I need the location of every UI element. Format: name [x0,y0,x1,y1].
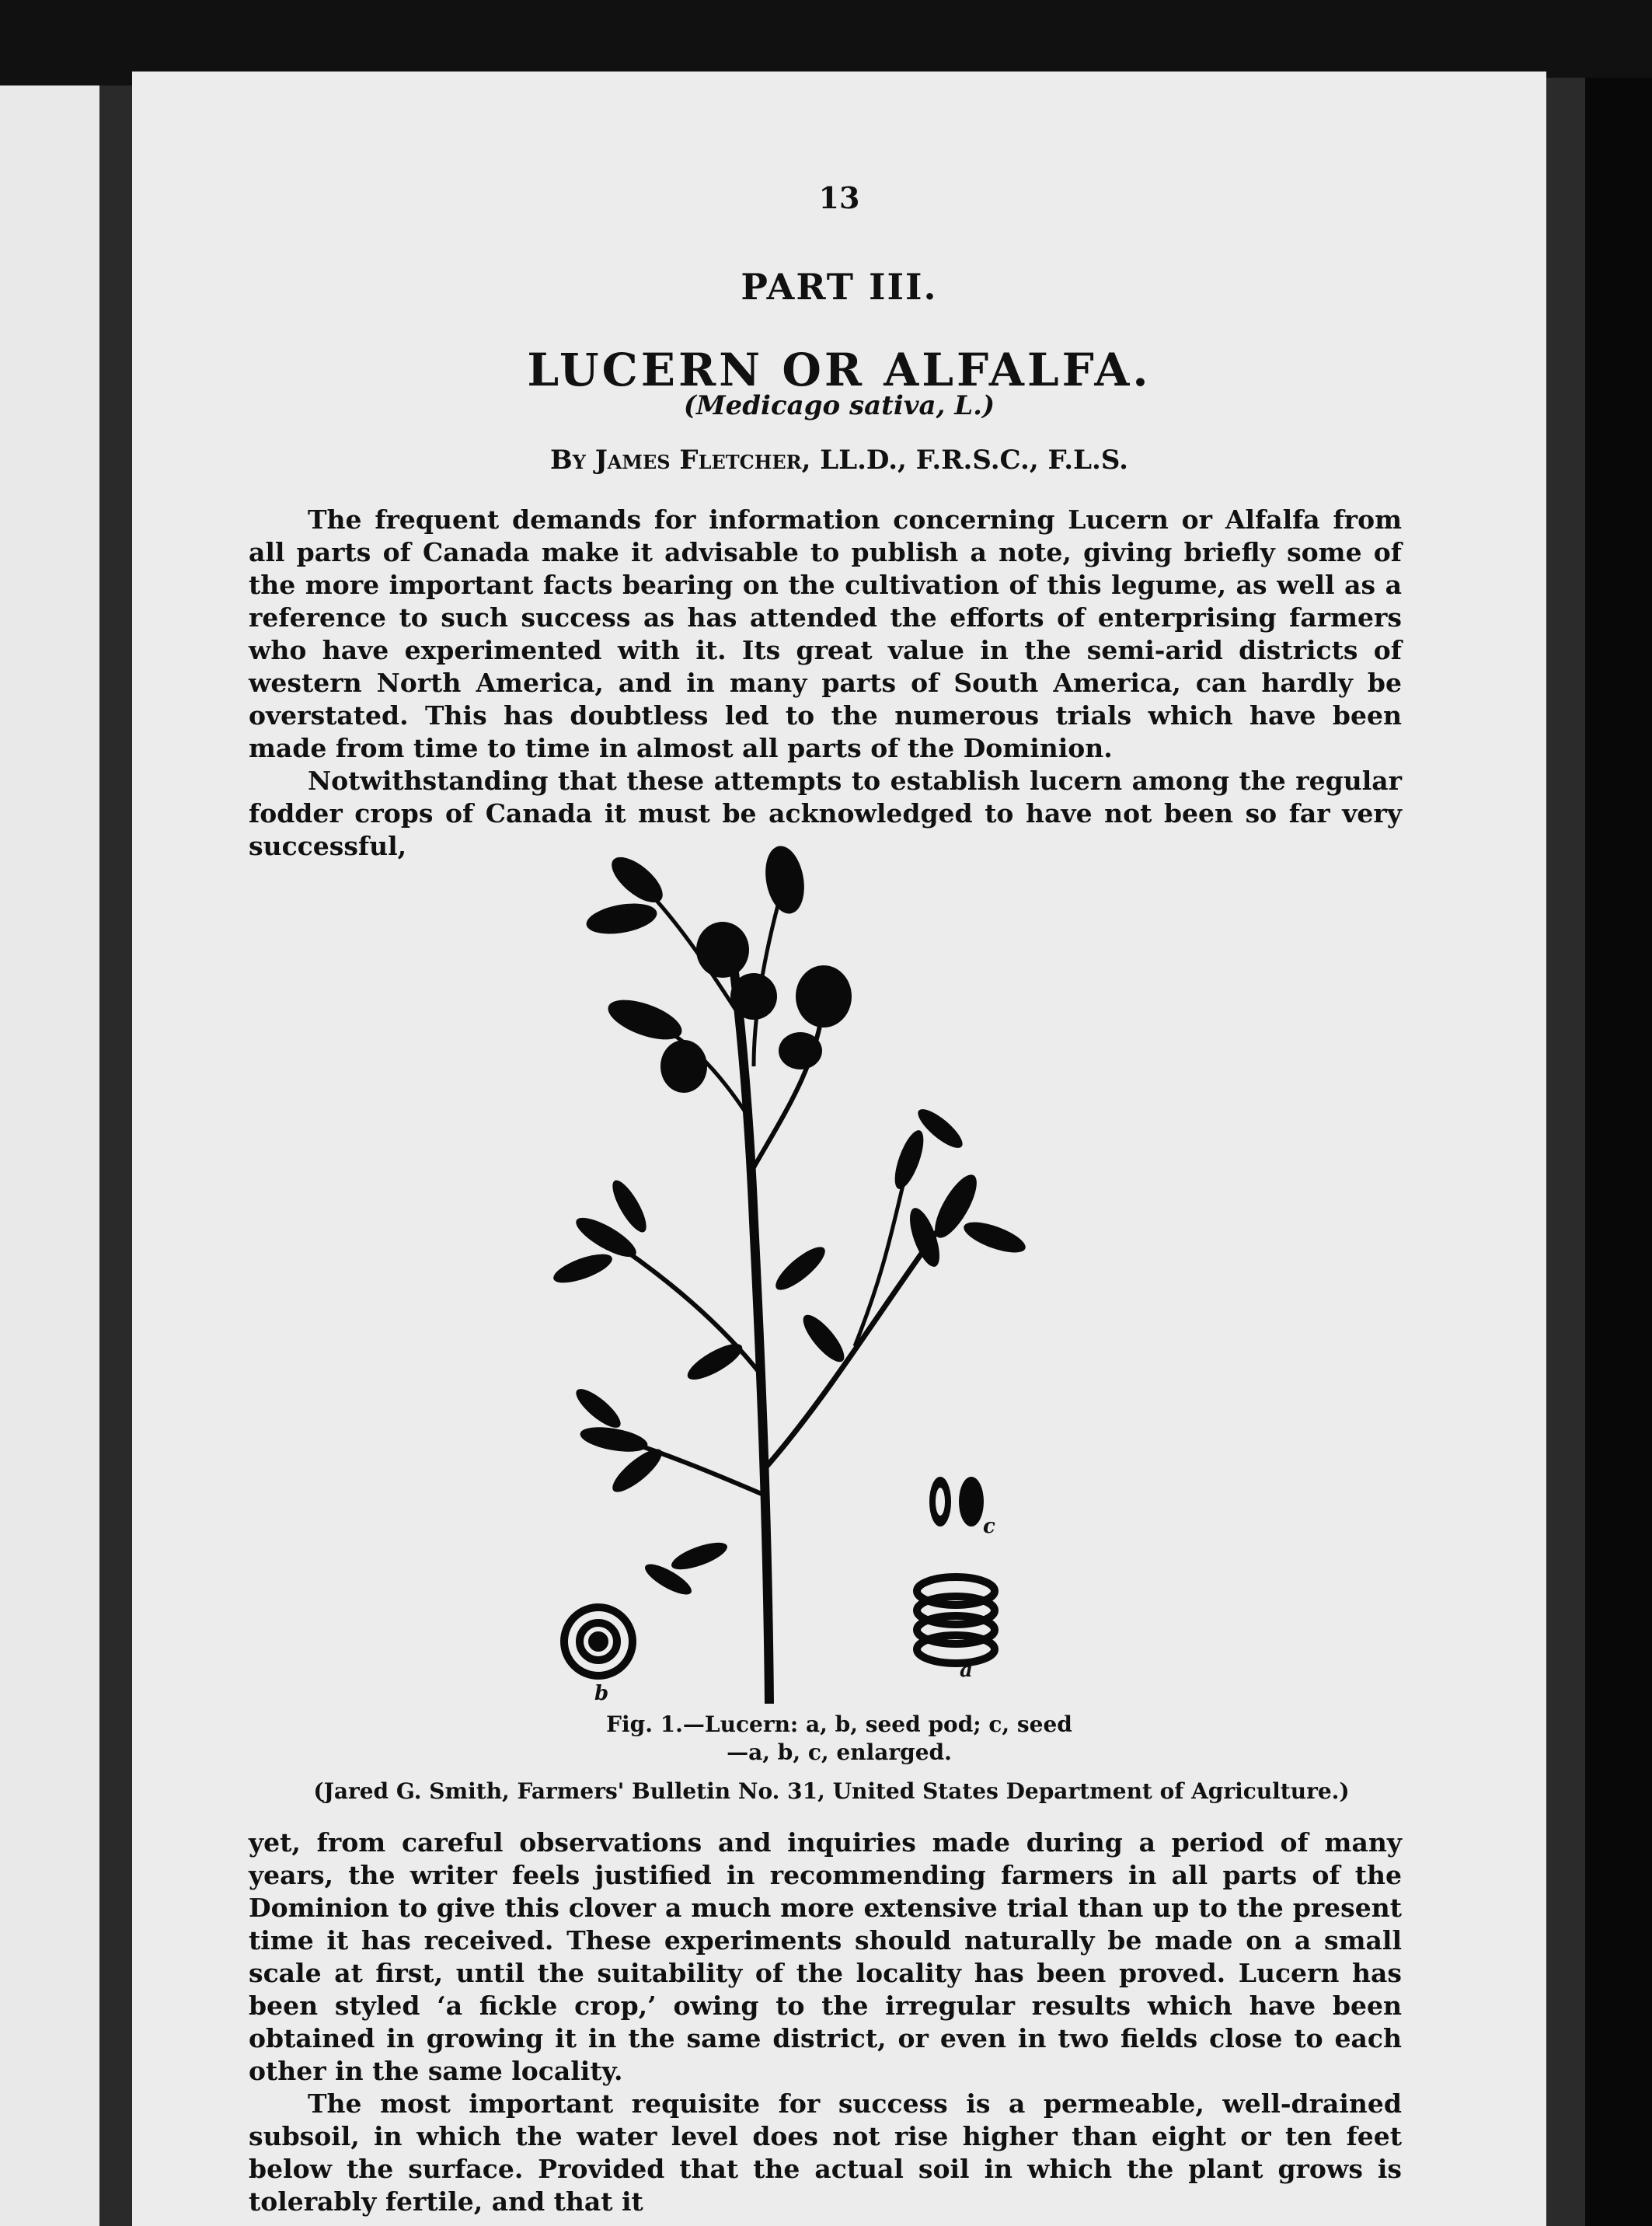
body-text-bottom [249,1827,1402,2218]
figure-caption-line1: Fig. 1.—Lucern: a, b, seed pod; c, seed [606,1711,1072,1737]
figure-credit: (Jared G. Smith, Farmers' Bulletin No. 31, United States Department of Agriculture.) [313,1778,1350,1804]
seed-pod-coil [917,1577,995,1663]
paragraph: The most important requisite for success is a permeable, well-drained subsoil, in which the water level does not rise higher than eight or ten feet below the surface. Provided that the actual soil in which the plant grows is tolerably fertile, and that it [249,2088,1402,2217]
label-c: c [983,1515,995,1538]
scientific-name: (Medicago sativa, L.) [683,390,995,421]
lucern-plant-illustration [521,833,1267,1704]
label-a: a [960,1659,973,1682]
paragraph: The frequent demands for information concerning Lucern or Alfalfa from all parts of Canada make it advisable to publish a note, giving briefly some of the more important facts bearing on the cultivation of this legume, as well as a reference to such success as has attended the efforts of enterprising farmers who have experimented with it. Its great value in the semi-arid districts of western North America, and in many parts of South America, can hardly be overstated. This has doubtless led to the numerous trials which have been made from time to time in almost all parts of the Dominion. [249,504,1402,763]
seed-pod-spiral [564,1607,633,1676]
label-b: b [594,1682,609,1704]
paragraph: yet, from careful observations and inquiries made during a period of many years, the writer feels justified in recommending farmers in all parts of the Dominion to give this clover a much more extensive trial than up to the present time it has received. These experiments should naturally be made on a small scale at first, until the suitability of the locality has been proved. Lucern has been styled ‘a fickle crop,’ owing to the irregular results which have been obtained in growing it in the same district, or even in two fields close to each other in the same locality. [249,1827,1402,2086]
author-byline: By James Fletcher, LL.D., F.R.S.C., F.L.S. [549,445,1128,476]
gutter-shadow [99,85,137,2226]
page-number: 13 [818,180,860,215]
part-heading: PART III. [741,266,938,308]
facing-page-edge [0,85,109,2226]
book-spine-dark [1585,78,1652,2226]
figure-caption-line2: —a, b, c, enlarged. [727,1739,952,1765]
figure-illustration [521,833,1267,1704]
book-spine [1546,78,1585,2226]
document-page [132,72,1546,2226]
article-title: LUCERN OR ALFALFA. [527,344,1152,396]
paragraph: Notwithstanding that these attempts to establish lucern among the regular fodder crops of Canada it must be acknowledged to have not been so far very successful, [249,766,1402,861]
body-text-top [249,504,1402,863]
